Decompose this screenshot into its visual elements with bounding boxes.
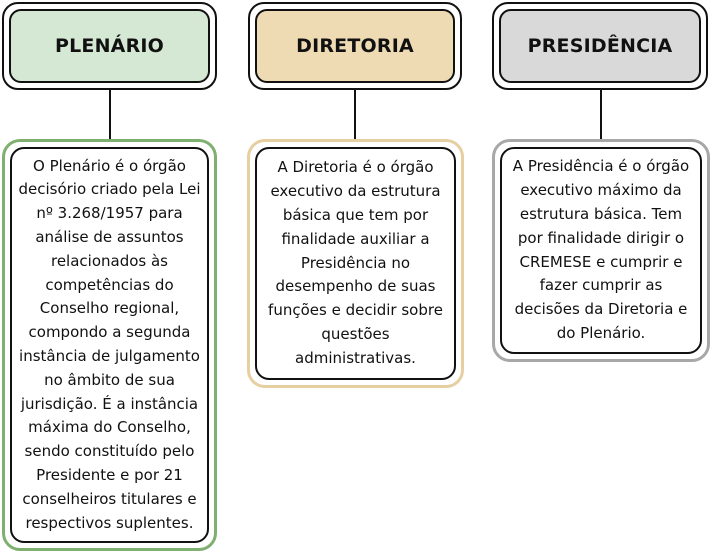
diretoria-connector	[354, 90, 356, 139]
diretoria-title: DIRETORIA	[255, 9, 455, 83]
presidencia-header	[492, 2, 708, 90]
plenario-connector	[109, 90, 111, 139]
plenario-description: O Plenário é o órgão decisório criado pela Lei nº 3.268/1957 para análise de assuntos relacionados às competências do Conselho regional, compondo a segunda instância de julgamento no âmbito de sua jurisdição. É a instância máxima do Conselho, sendo constituído pelo Presidente e por 21 conselheiros titulares e respectivos suplentes.	[18, 156, 201, 532]
diretoria-description-box	[247, 139, 464, 388]
plenario-description-box	[2, 139, 217, 551]
presidencia-description: A Presidência é o órgão executivo máximo da estrutura básica. Tem por finalidade dirigir o CREMESE e cumprir e fazer cumprir as decisões da Diretoria e do Plenário.	[512, 157, 690, 342]
presidencia-connector	[600, 90, 602, 139]
presidencia-description-box	[492, 139, 710, 362]
diretoria-description: A Diretoria é o órgão executivo da estrutura básica que tem por finalidade auxiliar a Presidência no desempenho de suas funções e decidir sobre questões administrativas.	[268, 158, 443, 367]
plenario-header	[2, 2, 217, 90]
plenario-title: PLENÁRIO	[9, 9, 210, 83]
diretoria-header	[248, 2, 462, 90]
presidencia-title: PRESIDÊNCIA	[499, 9, 701, 83]
